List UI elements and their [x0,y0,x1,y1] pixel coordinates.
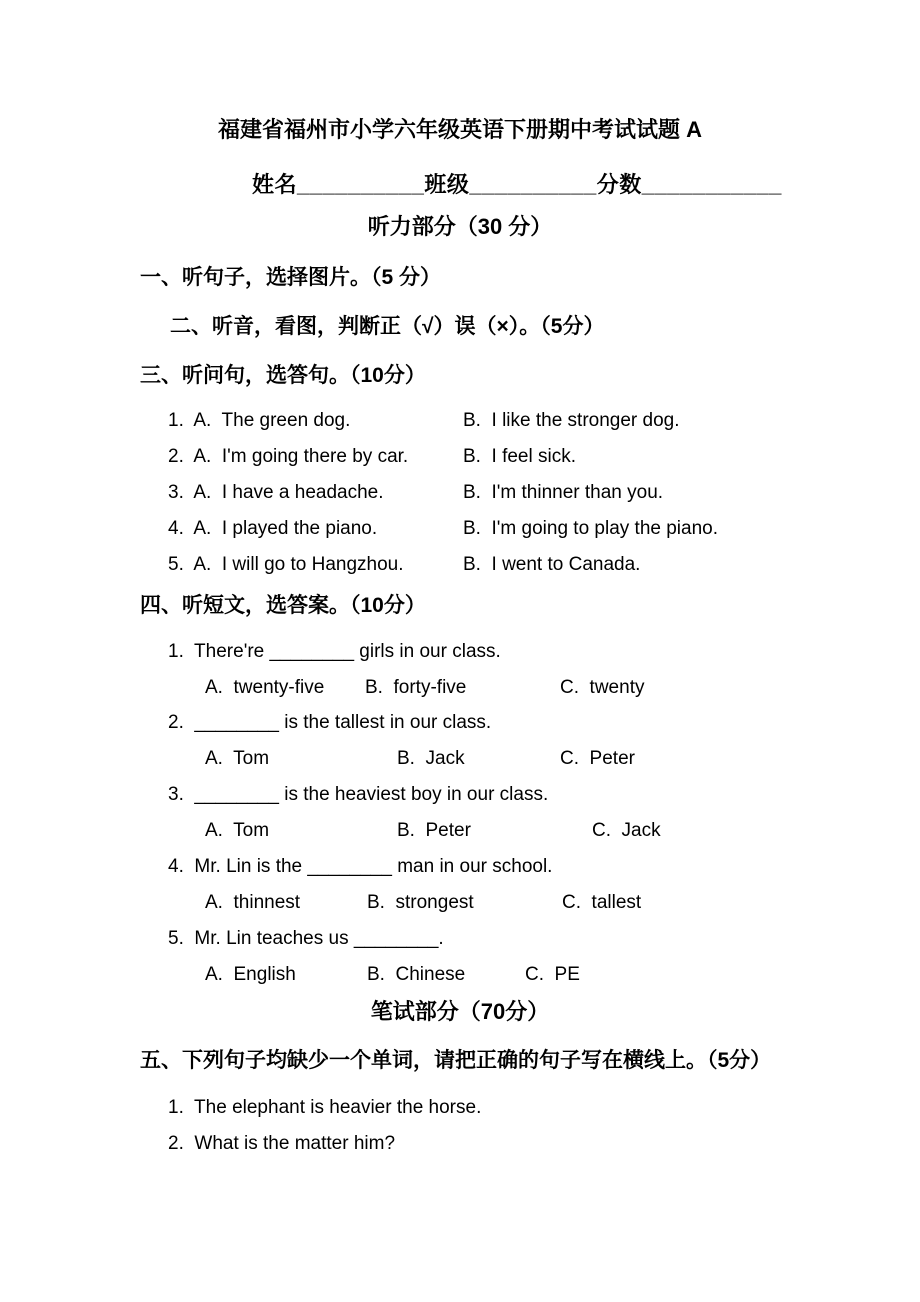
qa-pair-3-right: B. I'm thinner than you. [463,482,664,503]
question-5-stem: 5. Mr. Lin teaches us ________. [168,928,444,949]
question-5-option-a: A. English [205,964,296,985]
qa-pair-2-right: B. I feel sick. [463,446,576,467]
question-4-stem: 4. Mr. Lin is the ________ man in our school. [168,856,553,877]
qa-pair-5-left: 5. A. I will go to Hangzhou. [168,554,404,575]
name-blank: __________ [297,172,425,197]
question-2-stem: 2. ________ is the tallest in our class. [168,712,492,733]
qa-pair-1-right: B. I like the stronger dog. [463,410,680,431]
question-4-option-a: A. thinnest [205,892,301,913]
question-1-option-b: B. forty-five [365,677,467,698]
class-label: 班级 [424,172,470,197]
question-4-option-b: B. strongest [367,892,474,913]
question-2-option-c: C. Peter [560,748,635,769]
section-3-heading: 三、听问句，选答句。（10分） [140,364,426,387]
listening-part-heading: 听力部分（30 分） [367,214,553,239]
question-5-option-b: B. Chinese [367,964,466,985]
rewrite-item-1: 1. The elephant is heavier the horse. [168,1097,482,1118]
question-4-option-c: C. tallest [562,892,642,913]
qa-pair-5-right: B. I went to Canada. [463,554,641,575]
question-1-option-c: C. twenty [560,677,645,698]
score-label: 分数 [596,172,642,197]
question-1-stem: 1. There're ________ girls in our class. [168,641,501,662]
section-2-heading: 二、听音，看图，判断正（√）误（×）。（5分） [170,315,605,338]
rewrite-item-2: 2. What is the matter him? [168,1133,396,1154]
question-2-option-a: A. Tom [205,748,270,769]
question-3-stem: 3. ________ is the heaviest boy in our class. [168,784,549,805]
qa-pair-4-left: 4. A. I played the piano. [168,518,378,539]
name-label: 姓名 [252,172,298,197]
question-3-option-b: B. Peter [397,820,471,841]
section-1-heading: 一、听句子，选择图片。（5 分） [140,266,442,289]
qa-pair-4-right: B. I'm going to play the piano. [463,518,719,539]
section-4-heading: 四、听短文，选答案。（10分） [140,594,426,617]
question-3-option-a: A. Tom [205,820,270,841]
exam-title: 福建省福州市小学六年级英语下册期中考试试题 A [217,117,702,142]
question-5-option-c: C. PE [525,964,580,985]
question-3-option-c: C. Jack [592,820,661,841]
class-blank: __________ [469,172,597,197]
question-1-option-a: A. twenty-five [205,677,325,698]
qa-pair-2-left: 2. A. I'm going there by car. [168,446,409,467]
written-part-heading: 笔试部分（70分） [370,999,550,1024]
question-2-option-b: B. Jack [397,748,465,769]
section-5-heading: 五、下列句子均缺少一个单词，请把正确的句子写在横线上。（5分） [140,1049,772,1072]
student-info-line [252,171,782,199]
qa-pair-3-left: 3. A. I have a headache. [168,482,384,503]
score-blank: ___________ [641,172,782,197]
qa-pair-1-left: 1. A. The green dog. [168,410,351,431]
